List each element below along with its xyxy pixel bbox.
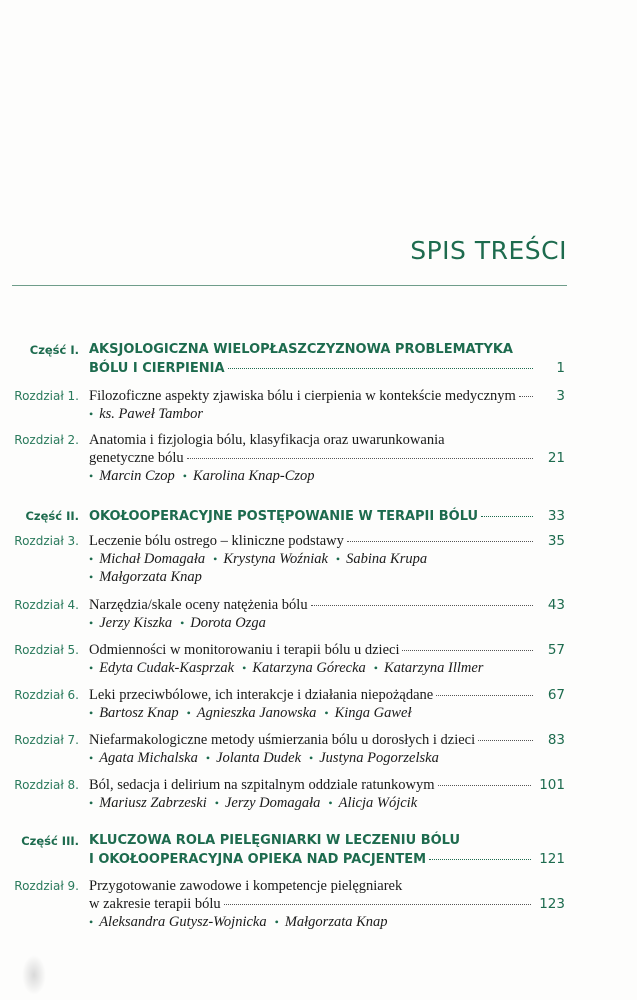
- author-name: Agnieszka Janowska: [196, 705, 317, 721]
- author-name: Małgorzata Knap: [99, 569, 202, 585]
- entry-title: Niefarmakologiczne metody uśmierzania bólu u dorosłych i dzieci: [89, 732, 476, 748]
- bullet-icon: •: [89, 796, 94, 810]
- entry-title: genetyczne bólu: [89, 450, 184, 466]
- title-divider: [12, 285, 567, 286]
- page-number: 83: [547, 732, 565, 748]
- entry-label: Część II.: [25, 509, 79, 523]
- authors-line: [89, 405, 565, 423]
- dot-leader: [228, 368, 533, 369]
- author-name: Justyna Pogorzelska: [319, 750, 439, 766]
- bullet-icon: •: [213, 552, 218, 566]
- bullet-icon: •: [180, 616, 185, 630]
- authors-line: [89, 568, 565, 586]
- dot-leader: [519, 396, 533, 397]
- authors-line: [89, 794, 565, 812]
- author-name: Jolanta Dudek: [216, 750, 302, 766]
- page-number: 1: [556, 360, 565, 376]
- author-name: Sabina Krupa: [346, 551, 428, 567]
- entry-title: KLUCZOWA ROLA PIELĘGNIARKI W LECZENIU BÓLU: [89, 833, 461, 848]
- entry-title: Anatomia i fizjologia bólu, klasyfikacja oraz uwarunkowania: [89, 432, 445, 448]
- author-name: Jerzy Kiszka: [99, 615, 173, 631]
- bullet-icon: •: [242, 661, 247, 675]
- dot-leader: [187, 458, 533, 459]
- dot-leader: [429, 859, 531, 860]
- author-name: Edyta Cudak-Kasprzak: [99, 660, 235, 676]
- authors-line: [89, 749, 565, 767]
- authors-line: [89, 659, 565, 677]
- page-number: 35: [547, 533, 565, 549]
- page-number: 3: [556, 388, 565, 404]
- page-number: 121: [539, 851, 565, 867]
- author-name: Kinga Gaweł: [334, 705, 412, 721]
- page-number: 123: [539, 896, 565, 912]
- entry-title: Ból, sedacja i delirium na szpitalnym oddziale ratunkowym: [89, 777, 435, 793]
- authors-line: [89, 704, 565, 722]
- entry-title: I OKOŁOOPERACYJNA OPIEKA NAD PACJENTEM: [89, 852, 427, 867]
- bullet-icon: •: [89, 751, 94, 765]
- author-name: ks. Paweł Tambor: [99, 406, 203, 422]
- authors-line: [89, 614, 565, 632]
- bullet-icon: •: [309, 751, 314, 765]
- entry-label: Część I.: [29, 343, 79, 357]
- author-name: Aleksandra Gutysz-Wojnicka: [99, 914, 267, 930]
- bullet-icon: •: [214, 796, 219, 810]
- author-name: Katarzyna Górecka: [252, 660, 366, 676]
- bullet-icon: •: [186, 706, 191, 720]
- entry-label: Rozdział 2.: [14, 433, 79, 447]
- bullet-icon: •: [274, 915, 279, 929]
- author-name: Krystyna Woźniak: [223, 551, 328, 567]
- bullet-icon: •: [89, 469, 94, 483]
- entry-label: Rozdział 3.: [14, 534, 79, 548]
- entry-title: w zakresie terapii bólu: [89, 896, 221, 912]
- authors-line: [89, 913, 565, 931]
- bullet-icon: •: [335, 552, 341, 566]
- entry-label: Rozdział 5.: [14, 643, 79, 657]
- bullet-icon: •: [205, 751, 211, 765]
- entry-title: Przygotowanie zawodowe i kompetencje pielęgniarek: [89, 878, 403, 894]
- bullet-icon: •: [89, 570, 94, 584]
- entry-title: Leczenie bólu ostrego – kliniczne podstawy: [89, 533, 344, 549]
- entry-label: Rozdział 1.: [14, 389, 79, 403]
- author-name: Marcin Czop: [99, 468, 175, 484]
- page-title: SPIS TREŚCI: [410, 236, 567, 265]
- bullet-icon: •: [182, 469, 187, 483]
- entry-label: Część III.: [21, 834, 79, 848]
- author-name: Katarzyna Illmer: [383, 660, 484, 676]
- bullet-icon: •: [328, 796, 333, 810]
- bullet-icon: •: [89, 552, 94, 566]
- dot-leader: [478, 740, 533, 741]
- authors-line: [89, 550, 565, 568]
- author-name: Dorota Ozga: [190, 615, 266, 631]
- entry-label: Rozdział 4.: [14, 598, 79, 612]
- entry-title: BÓLU I CIERPIENIA: [89, 361, 225, 376]
- author-name: Karolina Knap-Czop: [193, 468, 315, 484]
- author-name: Jerzy Domagała: [224, 795, 321, 811]
- page-number: 43: [547, 597, 565, 613]
- dot-leader: [438, 785, 532, 786]
- entry-label: Rozdział 6.: [14, 688, 79, 702]
- entry-label: Rozdział 8.: [14, 778, 79, 792]
- bullet-icon: •: [89, 616, 94, 630]
- page-number: 21: [547, 450, 565, 466]
- author-name: Michał Domagała: [99, 551, 206, 567]
- authors-line: [89, 467, 565, 485]
- entry-title: Narzędzia/skale oceny natężenia bólu: [89, 597, 308, 613]
- page-number: 57: [547, 642, 565, 658]
- entry-title: Leki przeciwbólowe, ich interakcje i działania niepożądane: [89, 687, 434, 703]
- bullet-icon: •: [373, 661, 378, 675]
- scan-smudge: [22, 955, 46, 995]
- author-name: Agata Michalska: [99, 750, 198, 766]
- bullet-icon: •: [324, 706, 329, 720]
- bullet-icon: •: [89, 407, 94, 421]
- dot-leader: [224, 904, 532, 905]
- author-name: Małgorzata Knap: [284, 914, 388, 930]
- entry-title: OKOŁOOPERACYJNE POSTĘPOWANIE W TERAPII BÓLU: [89, 509, 479, 524]
- author-name: Alicja Wójcik: [338, 795, 418, 811]
- page-number: 101: [539, 777, 565, 793]
- entry-label: Rozdział 7.: [14, 733, 79, 747]
- author-name: Bartosz Knap: [99, 705, 179, 721]
- dot-leader: [436, 695, 533, 696]
- bullet-icon: •: [89, 661, 94, 675]
- dot-leader: [311, 605, 533, 606]
- page-number: 67: [547, 687, 565, 703]
- bullet-icon: •: [89, 706, 94, 720]
- page-number: 33: [547, 508, 565, 524]
- entry-title: Filozoficzne aspekty zjawiska bólu i cierpienia w kontekście medycznym: [89, 388, 516, 404]
- entry-title: Odmienności w monitorowaniu i terapii bólu u dzieci: [89, 642, 400, 658]
- dot-leader: [347, 541, 533, 542]
- dot-leader: [481, 516, 533, 517]
- author-name: Mariusz Zabrzeski: [99, 795, 207, 811]
- bullet-icon: •: [89, 915, 94, 929]
- entry-title: AKSJOLOGICZNA WIELOPŁASZCZYZNOWA PROBLEMATYKA: [89, 342, 513, 357]
- dot-leader: [402, 650, 533, 651]
- entry-label: Rozdział 9.: [14, 879, 79, 893]
